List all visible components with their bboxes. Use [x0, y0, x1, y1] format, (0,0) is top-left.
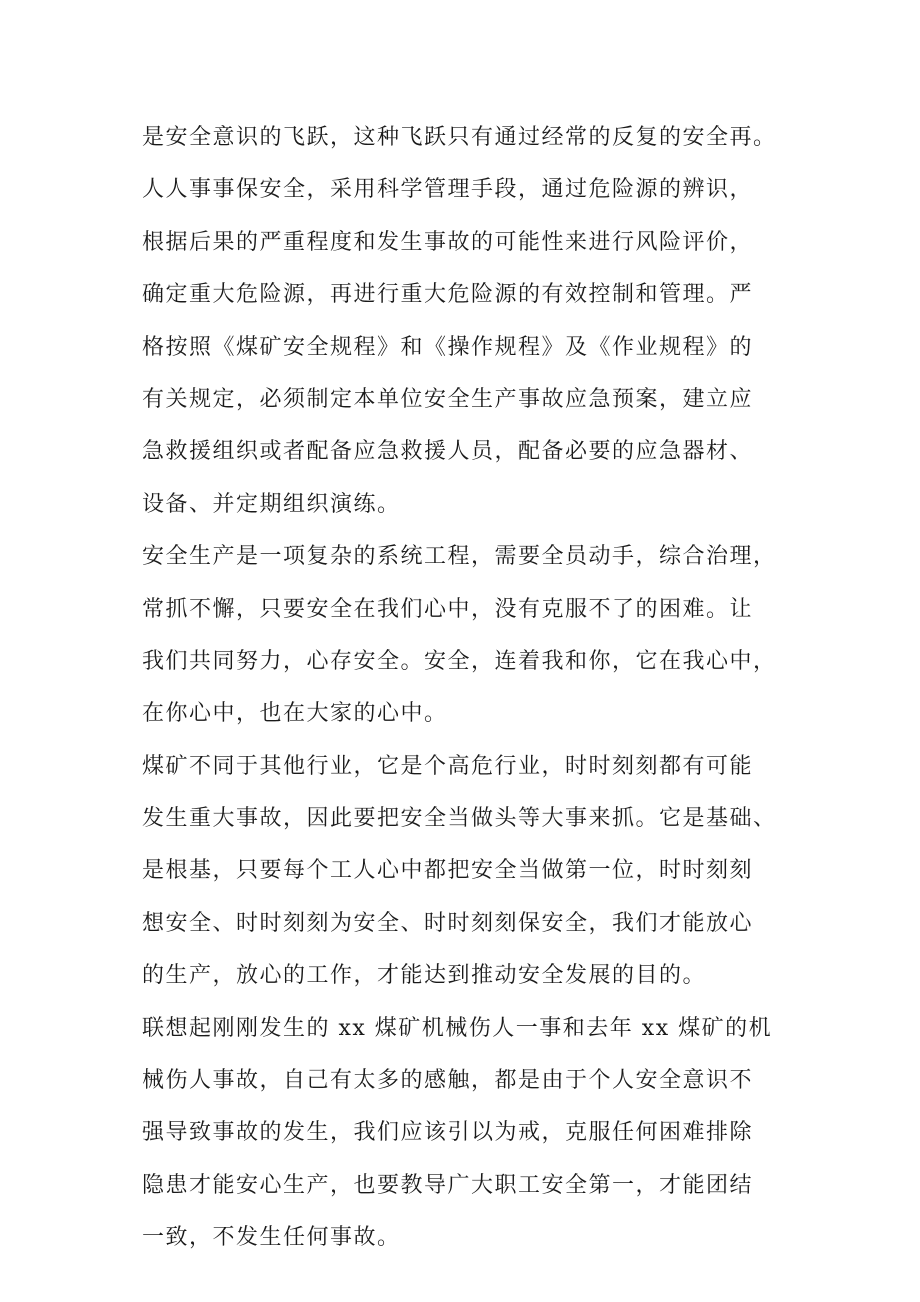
text-line: 常抓不懈，只要安全在我们心中，没有克服不了的困难。让 [142, 596, 754, 622]
text-line: 我们共同努力，心存安全。安全，连着我和你，它在我心中， [142, 648, 777, 674]
text-line: 是根基，只要每个工人心中都把安全当做第一位，时时刻刻 [142, 858, 754, 884]
text-line: 有关规定，必须制定本单位安全生产事故应急预案，建立应 [142, 386, 754, 412]
text-line: 是安全意识的飞跃，这种飞跃只有通过经常的反复的安全再。 [142, 125, 777, 150]
text-line: 根据后果的严重程度和发生事故的可能性来进行风险评价， [142, 229, 754, 255]
text-line: 隐患才能安心生产，也要教导广大职工安全第一，才能团结 [142, 1172, 754, 1198]
text-line: 的生产，放心的工作，才能达到推动安全发展的目的。 [142, 963, 707, 989]
text-line: 煤矿不同于其他行业，它是个高危行业，时时刻刻都有可能 [142, 753, 754, 779]
text-line: 人人事事保安全，采用科学管理手段，通过危险源的辨识， [142, 177, 754, 203]
text-line: 确定重大危险源，再进行重大危险源的有效控制和管理。严 [142, 282, 754, 308]
text-line: 械伤人事故，自己有太多的感触，都是由于个人安全意识不 [142, 1068, 754, 1094]
text-line: 联想起刚刚发生的 xx 煤矿机械伤人一事和去年 xx 煤矿的机 [142, 1015, 773, 1041]
text-line: 发生重大事故，因此要把安全当做头等大事来抓。它是基础、 [142, 806, 777, 832]
text-line: 强导致事故的发生，我们应该引以为戒，克服任何困难排除 [142, 1120, 754, 1146]
text-line: 安全生产是一项复杂的系统工程，需要全员动手，综合治理， [142, 544, 777, 570]
text-line: 想安全、时时刻刻为安全、时时刻刻保安全，我们才能放心 [142, 910, 754, 936]
text-line: 设备、并定期组织演练。 [142, 491, 401, 517]
text-line: 在你心中，也在大家的心中。 [142, 701, 448, 727]
text-line: 一致，不发生任何事故。 [142, 1225, 401, 1251]
body-text [142, 112, 822, 1265]
text-line: 格按照《煤矿安全规程》和《操作规程》及《作业规程》的 [142, 334, 754, 360]
text-line: 急救援组织或者配备应急救援人员，配备必要的应急器材、 [142, 439, 754, 465]
